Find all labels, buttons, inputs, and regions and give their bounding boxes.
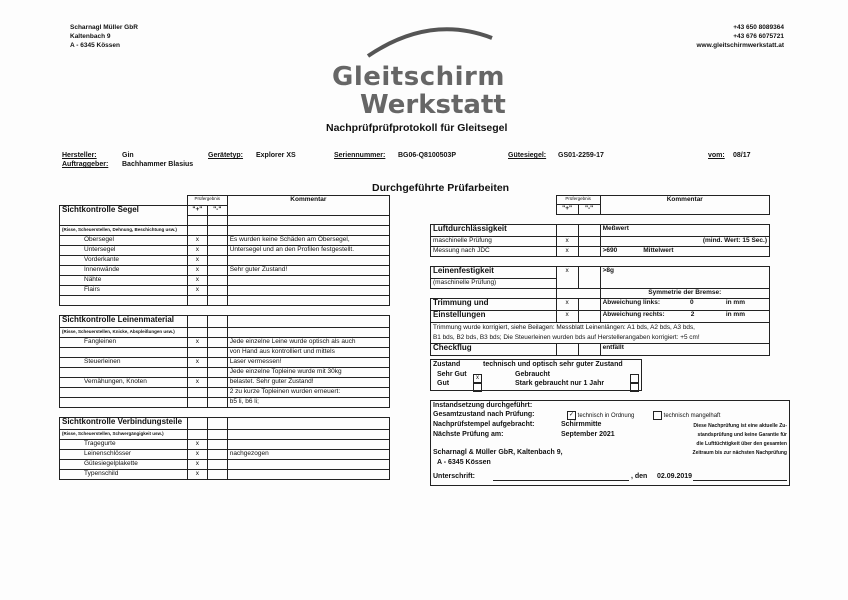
table-row: Gütesiegelplakette x <box>60 459 390 469</box>
vom-value: 08/17 <box>733 152 751 159</box>
table-row: maschinelle Prüfung x (mind. Wert: 15 Sec.) <box>431 237 770 247</box>
table-row: Nähte x <box>60 275 390 285</box>
seriennummer-label: Seriennummer: <box>334 152 386 159</box>
phone-2: +43 676 6075721 <box>733 33 784 40</box>
trimmung-text: Trimmung wurde korrigiert, siehe Beilagen: Messblatt Leinenlängen: A1 bds, A2 bds, A3 bds, B1 bds, B2 bds, B3 bds; Die Steuerleinen wurden bds auf Herstellerangaben korrigiert: +5 cm! <box>431 323 770 344</box>
kommentar-header: Kommentar <box>227 196 389 216</box>
phone-1: +43 650 8089364 <box>733 24 784 31</box>
guetesiegel-value: GS01-2259-17 <box>558 152 604 159</box>
instand-box: Instandsetzung durchgeführt: Gesamtzustand nach Prüfung: ✓ technisch in Ordnung technisch mangelhaft Nachprüfstempel aufgebracht: Schirmmitte Nächste Prüfung am: September 2021 Scharnagl & Müller GbR, Kaltenbach 9, A - 6345 Kössen Unterschrift: , den 02.09.2019 Diese Nachprüfung ist eine aktuelle Zu- standsprüfung und keine Garantie für die Lufttüchtigkeit über den gesamten Zeitraum bis zur nächsten Nachprüfung <box>430 400 790 486</box>
luft-title: Luftdurchlässigkeit <box>431 225 557 237</box>
table-row: Steuerleinen x Laser vermessen! <box>60 357 390 367</box>
hersteller-label: Hersteller: <box>62 152 97 159</box>
plus-header: "+" <box>187 205 207 215</box>
checkflug-title: Checkflug <box>431 344 557 356</box>
table-row: von Hand aus kontrolliert und mittels <box>60 347 390 357</box>
note-text: Diese Nachprüfung ist eine aktuelle Zu- standsprüfung und keine Garantie für die Lufttüchtigkeit über den gesamten Zeitraum bis zur nächsten Nachprüfung <box>692 423 787 456</box>
company-street: Kaltenbach 9 <box>70 33 111 40</box>
left-table <box>59 195 390 480</box>
logo-line-2: Werkstatt <box>360 90 506 120</box>
leinen-sub: (Risse, Scheuerstellen, Knicke, Abspleißungen usw.) <box>60 327 188 337</box>
stark-checkbox[interactable] <box>630 379 639 397</box>
kommentar-header-right: Kommentar <box>600 196 769 215</box>
zustand-box: Zustand technisch und optisch sehr guter Zustand Sehr Gut x Gebraucht Gut Stark gebraucht nur 1 Jahr <box>430 359 642 391</box>
company-city: A - 6345 Kössen <box>70 42 120 49</box>
leinenfest-sub: (maschinelle Prüfung) <box>431 279 557 289</box>
seriennummer-value: BG06-Q8100503P <box>398 152 456 159</box>
table-row: Flairs x <box>60 285 390 295</box>
symmetrie-label: Symmetrie der Bremse: <box>600 289 769 299</box>
guetesiegel-label: Gütesiegel: <box>508 152 547 159</box>
mangel-checkbox[interactable]: technisch mangelhaft <box>653 411 720 420</box>
logo-line-1: Gleitschirm <box>332 62 505 92</box>
table-row: Vorderkante x <box>60 255 390 265</box>
table-row: Vernähungen, Knoten x belastet. Sehr guter Zustand! <box>60 377 390 387</box>
verbindung-sub: (Risse, Scheuerstellen, Schwergängigkeit usw.) <box>60 429 188 439</box>
section-title: Durchgeführte Prüfarbeiten <box>372 182 510 194</box>
table-row: Jede einzelne Topleine wurde mit 30kg <box>60 367 390 377</box>
ok-checkbox[interactable]: ✓ technisch in Ordnung <box>568 412 635 420</box>
right-table: Prüfergebnis Kommentar "+" "-" Luftdurchlässigkeit Meßwert maschinelle Prüfung x (mind. Wert: 15 Sec.) Messung nach JDC x >690 Mittelwert Leinenfestigkeit x >8g (maschinelle Prüfung) Symmetrie der Bremse: Trimmung und x Abweichung links: 0 in mm Einstellungen x Abweichung rechts: 2 in mm Trimmung wurde korrigiert, siehe Beilagen: Messblatt Leinenlängen: A1 bds, A2 bds, A3 bds, B1 bds, B2 bds, B3 bds; Die Steuerleinen wurden bds auf Herstellerangaben korrigiert: +5 cm! Checkflug entfällt <box>430 195 770 356</box>
table-row: Innenwände x Sehr guter Zustand! <box>60 265 390 275</box>
table-row: Tragegurte x <box>60 439 390 449</box>
hersteller-value: Gin <box>122 152 134 159</box>
doc-title: Nachprüfprüfprotokoll für Gleitsegel <box>326 122 508 134</box>
verbindung-title: Sichtkontrolle Verbindungsteile <box>60 417 188 429</box>
table-row: Typenschild x <box>60 469 390 479</box>
pruefergebnis-header-right: Prüfergebnis <box>556 196 600 205</box>
gut-checkbox[interactable] <box>473 379 482 397</box>
table-row: b5 li, b6 li; <box>60 397 390 407</box>
table-row: Obersegel x Es wurden keine Schäden am Obersegel, <box>60 235 390 245</box>
geraetetyp-value: Explorer XS <box>256 152 296 159</box>
sehr-gut-checkbox[interactable]: x <box>473 370 482 388</box>
pruefergebnis-header: Prüfergebnis <box>187 196 227 206</box>
company-name: Scharnagl Müller GbR <box>70 24 138 31</box>
segel-title: Sichtkontrolle Segel <box>60 205 188 225</box>
leinen-title: Sichtkontrolle Leinenmaterial <box>60 315 188 327</box>
table-row: 2 zu kurze Topleinen wurden erneuert: <box>60 387 390 397</box>
leinenfest-value: >8g <box>600 267 769 289</box>
vom-label: vom: <box>708 152 725 159</box>
checkflug-value: entfällt <box>600 344 769 356</box>
table-row: Fangleinen x Jede einzelne Leine wurde optisch als auch <box>60 337 390 347</box>
table-row: Untersegel x Untersegel und an den Profilen festgestellt. <box>60 245 390 255</box>
minus-header: "-" <box>207 205 227 215</box>
geraetetyp-label: Gerätetyp: <box>208 152 244 159</box>
auftraggeber-label: Auftraggeber: <box>62 161 109 168</box>
table-row: Messung nach JDC x >690 Mittelwert <box>431 247 770 257</box>
website: www.gleitschirmwerkstatt.at <box>696 42 784 49</box>
table-row: Leinenschlösser x nachgezogen <box>60 449 390 459</box>
messwert-label: Meßwert <box>600 225 769 237</box>
segel-sub: (Risse, Scheuerstellen, Dehnung, Beschichtung usw.) <box>60 225 188 235</box>
auftraggeber-value: Bachhammer Blasius <box>122 161 194 168</box>
logo-arc-icon <box>360 22 500 62</box>
leinenfest-title: Leinenfestigkeit <box>431 267 557 279</box>
